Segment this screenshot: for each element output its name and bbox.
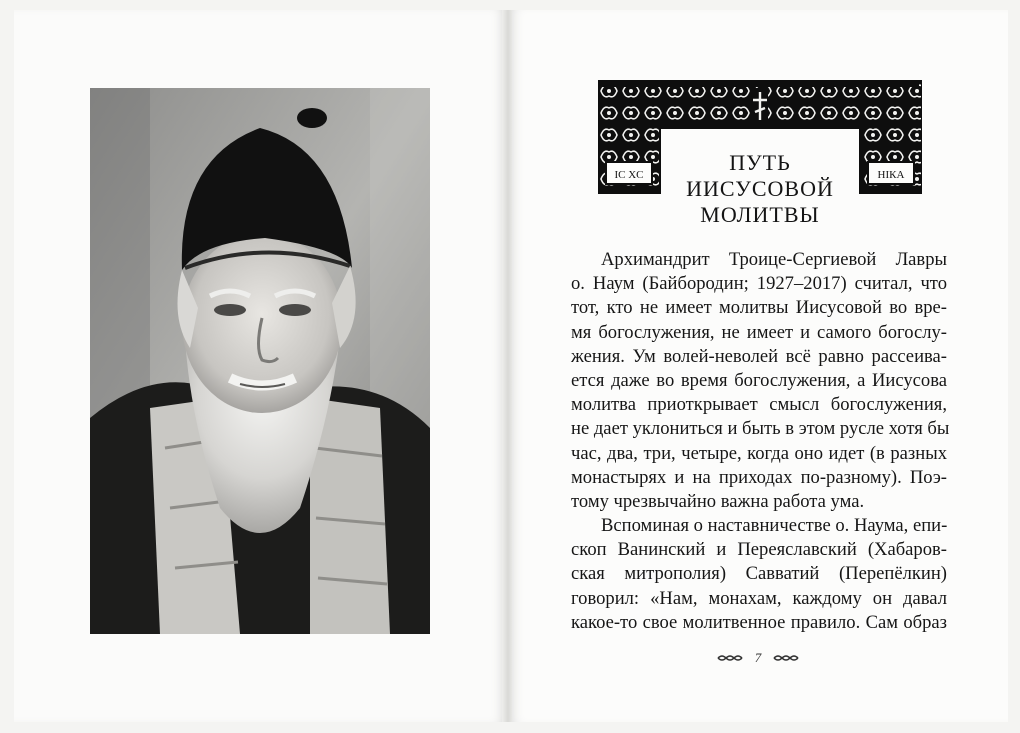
headpiece-label-right: НІКА [877,169,905,181]
text-line: о. Наум (Байбородин; 1927–2017) считал, что [571,273,947,295]
text-line: ется даже во время богослужения, а Иисусова [571,369,947,391]
text-line: молитва приоткрывает смысл богослужения, [571,394,947,416]
text-line: какое-то свое молитвенное правило. Сам образ [571,611,947,633]
portrait-photo [90,88,430,634]
text-line: ская митрополия) Савватий (Перепёлкин) [571,563,947,585]
body-text [571,248,950,635]
text-line: жения. Ум волей-неволей всё равно рассеива- [571,345,947,367]
chapter-title-line: МОЛИТВЫ [700,202,820,227]
folio-ornament-right-icon [773,654,799,662]
text-line: час, два, три, четыре, когда оно идет (в разных [571,442,947,464]
paragraph [571,248,950,514]
chapter-title [658,150,862,228]
headpiece-label-left: IC XC [614,169,644,181]
text-line: тому чрезвычайно важна работа ума. [571,490,865,512]
text-line: Архимандрит Троице-Сергиевой Лавры [601,249,947,270]
page-number: 7 [754,650,762,665]
text-line: не дает уклониться и быть в этом русле хотя бы [571,418,950,440]
text-line: мя богослужения, не имеет и самого богослу- [571,321,947,343]
text-line: монастырях и на приходах по-разному). Поэ- [571,466,947,488]
text-line: тот, кто не имеет молитвы Иисусовой во вре- [571,297,947,319]
chapter-title-line: ПУТЬ [729,150,791,175]
chapter-title-line: ИИСУСОВОЙ [686,176,834,201]
text-line: скоп Ванинский и Переяславский (Хабаров- [571,539,947,561]
text-line: говорил: «Нам, монахам, каждому он давал [571,587,947,609]
text-line: Вспоминая о наставничестве о. Наума, епи- [601,515,948,537]
folio-ornament-left-icon [717,654,743,662]
portrait-icon [90,88,430,634]
page-number-folio [708,648,808,668]
paragraph [571,514,947,635]
